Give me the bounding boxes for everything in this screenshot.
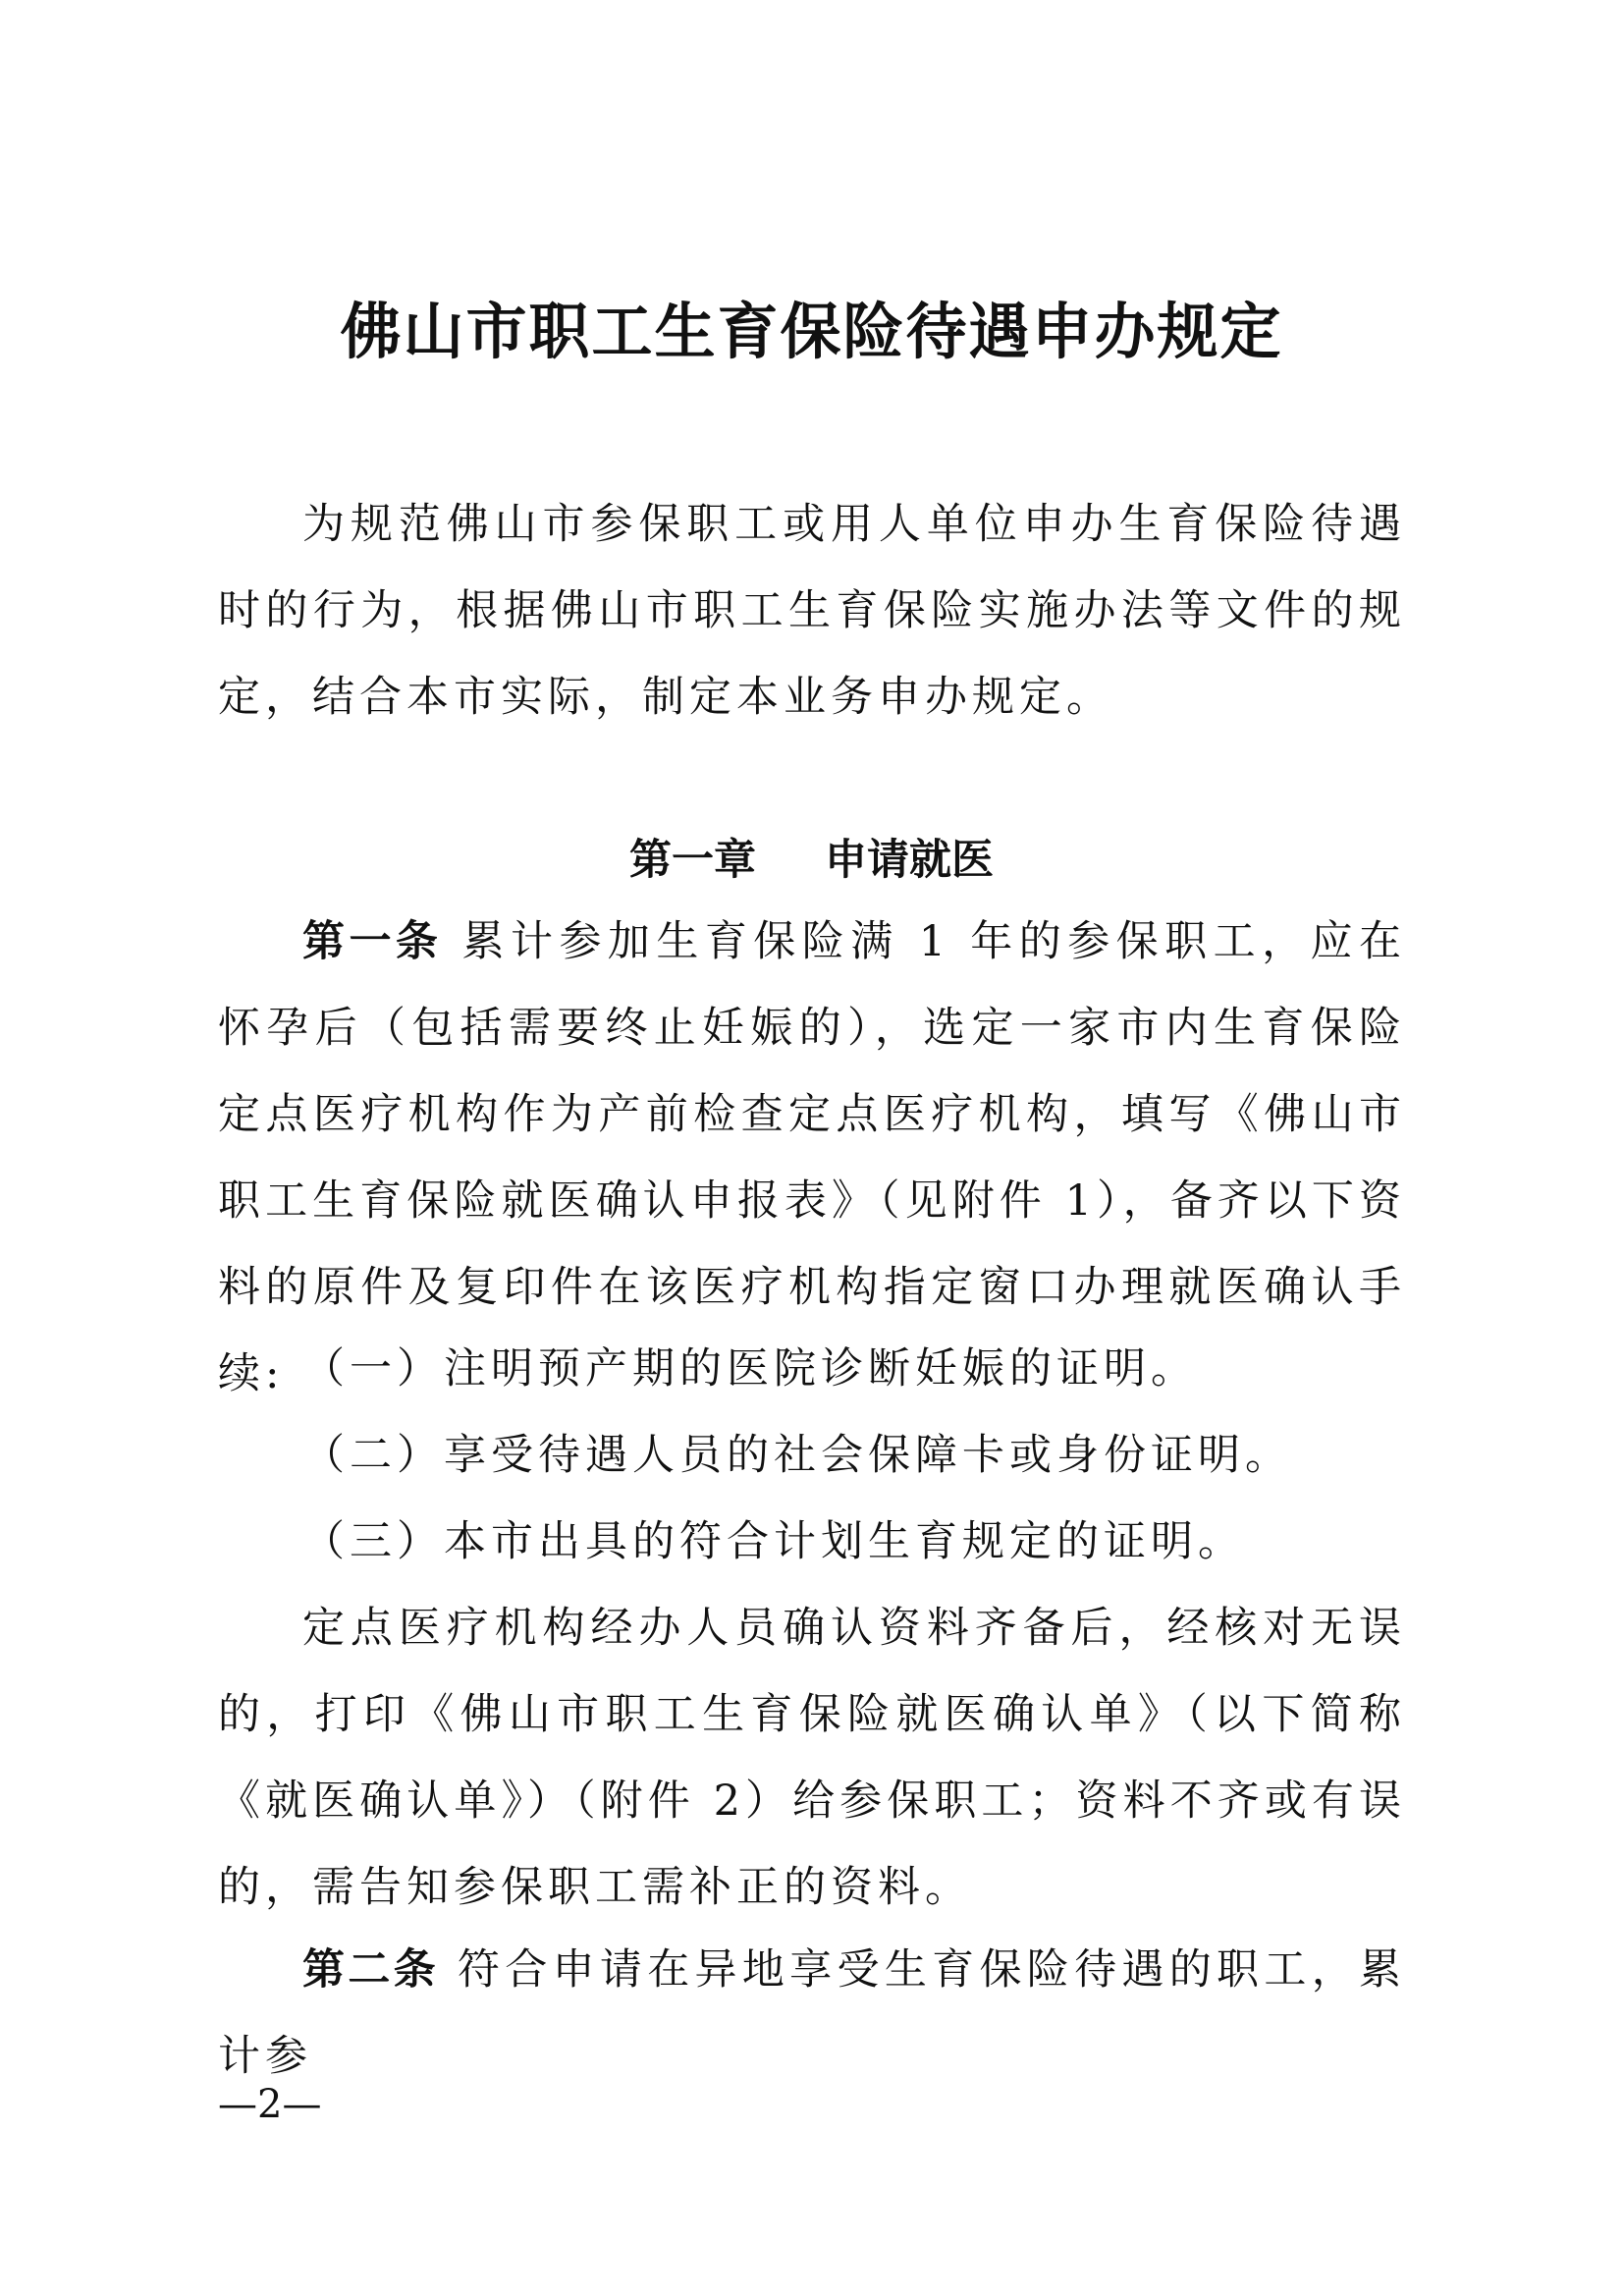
page-number: —2— xyxy=(218,2082,322,2127)
chapter-name: 申请就医 xyxy=(825,836,994,885)
article-1-label: 第一条 xyxy=(302,917,443,966)
list-item: （一）注明预产期的医院诊断妊娠的证明。 xyxy=(302,1344,1198,1394)
article-2-text: 符合申请在异地享受生育保险待遇的职工，累计参 xyxy=(218,1945,1407,2081)
list-item: （二）享受待遇人员的社会保障卡或身份证明。 xyxy=(302,1431,1292,1480)
chapter-heading xyxy=(0,817,1623,903)
chapter-number: 第一章 xyxy=(629,836,756,885)
article-2-paragraph xyxy=(218,1927,1406,2100)
intro-paragraph: 为规范佛山市参保职工或用人单位申办生育保险待遇时的行为，根据佛山市职工生育保险实施办法等文件的规定，结合本市实际，制定本业务申办规定。 xyxy=(218,500,1406,722)
article-2-label: 第二条 xyxy=(302,1945,439,1995)
article-1-text: 累计参加生育保险满 1 年的参保职工，应在怀孕后（包括需要终止妊娠的），选定一家市内生育保险定点医疗机构作为产前检查定点医疗机构，填写《佛山市职工生育保险就医确认申报表》（见附件 1），备齐以下资料的原件及复印件在该医疗机构指定窗口办理就医确认手续: xyxy=(218,917,1406,1398)
confirmation-paragraph: 定点医疗机构经办人员确认资料齐备后，经核对无误的，打印《佛山市职工生育保险就医确认单》（以下简称《就医确认单》）（附件 2）给参保职工；资料不齐或有误的，需告知参保职工需补正的资料。 xyxy=(218,1604,1406,1912)
list-item: （三）本市出具的符合计划生育规定的证明。 xyxy=(302,1517,1245,1566)
document-title: 佛山市职工生育保险待遇申办规定 xyxy=(340,296,1283,367)
